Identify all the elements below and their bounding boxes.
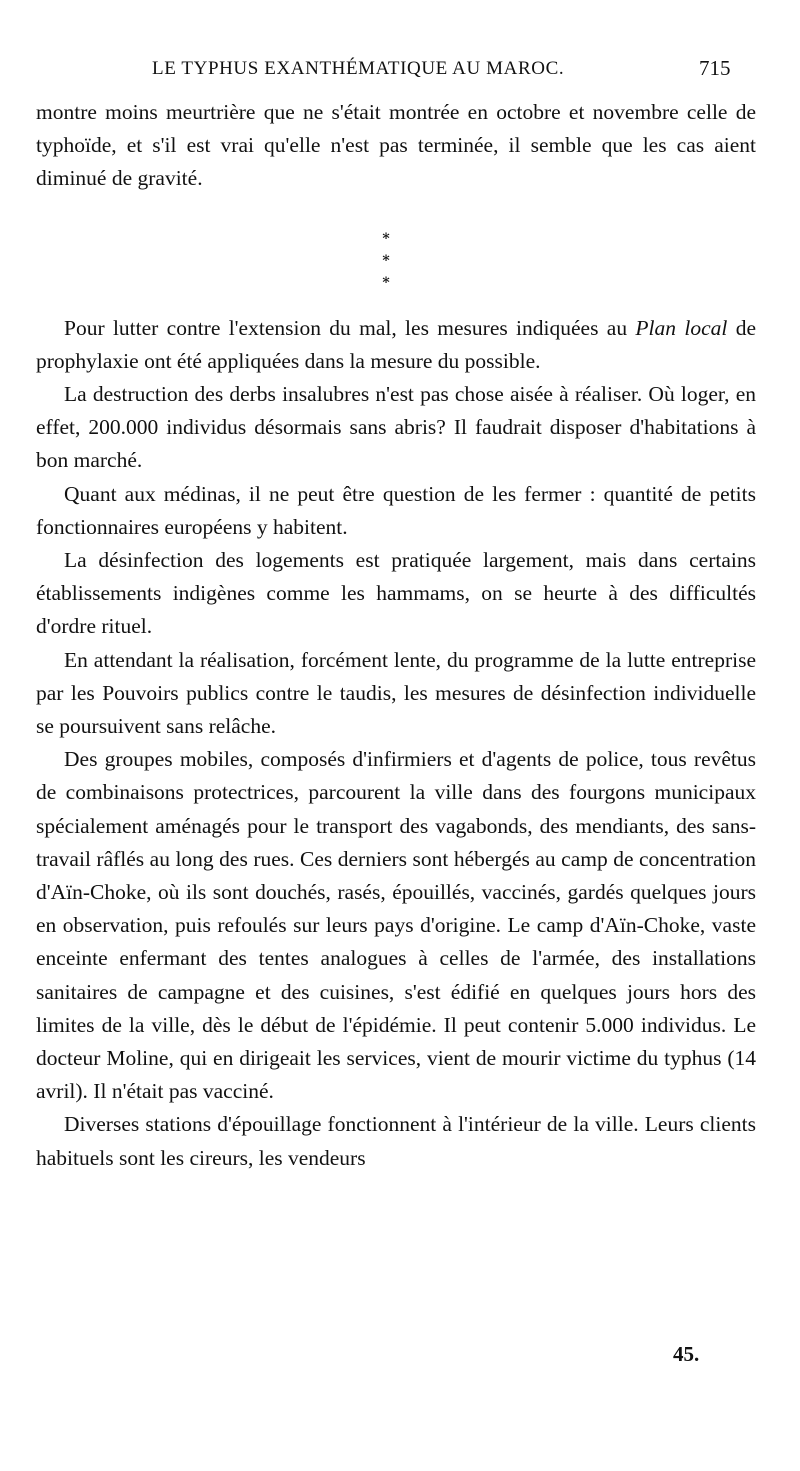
paragraph: La désinfection des logements est pratiquée largement, mais dans certains établissements indigènes comme les hammams, on se heurte à des difficultés d'ordre rituel. [36, 548, 756, 639]
paragraph: montre moins meurtrière que ne s'était montrée en octobre et novembre celle de typhoïde, et s'il est vrai qu'elle n'est pas terminée, il semble que les cas aient diminué de gravité. [36, 100, 756, 191]
paragraph: Des groupes mobiles, composés d'infirmiers et d'agents de police, tous revêtus de combinaisons protectrices, parcourent la ville dans des fourgons municipaux spécialement aménagés pour le transport des vagabonds, des mendiants, des sans-travail râflés au long des rues. Ces derniers sont hébergés au camp de concentration d'Aïn-Choke, où ils sont douchés, rasés, épouillés, vaccinés, gardés quelques jours en observation, puis refoulés sur leurs pays d'origine. Le camp d'Aïn-Choke, vaste enceinte enfermant des tentes analogues à celles de l'armée, des installations sanitaires de campagne et des cuisines, s'est édifié en quelques jours hors des limites de la ville, dès le début de l'épidémie. Il peut contenir 5.000 individus. Le docteur Moline, qui en dirigeait les services, vient de mourir victime du typhus (14 avril). Il n'était pas vacciné. [36, 747, 756, 1104]
printer-signature-mark: 45. [673, 1342, 700, 1366]
body-text [36, 96, 756, 1175]
running-title: LE TYPHUS EXANTHÉMATIQUE AU MAROC. [152, 58, 565, 79]
paragraph: La destruction des derbs insalubres n'est pas chose aisée à réaliser. Où loger, en effet, 200.000 individus désormais sans abris? Il faudrait disposer d'habitations à bon marché. [36, 382, 756, 473]
paragraph: Diverses stations d'épouillage fonctionnent à l'intérieur de la ville. Leurs clients habituels sont les cireurs, les vendeurs [36, 1112, 756, 1170]
paragraph [36, 312, 756, 378]
paragraph-text: Pour lutter contre l'extension du mal, les mesures indiquées au [64, 315, 636, 340]
paragraph: En attendant la réalisation, forcément lente, du programme de la lutte entreprise par les Pouvoirs publics contre le taudis, les mesures de désinfection individuelle se poursuivent sans relâche. [36, 647, 756, 739]
page-number: 715 [699, 56, 731, 80]
italic-term: Plan local [635, 315, 728, 340]
paragraph-text: de prophylaxie ont été appliquées dans la mesure du possible. [36, 315, 756, 373]
paragraph: Quant aux médinas, il ne peut être question de les fermer : quantité de petits fonctionnaires européens y habitent. [36, 481, 756, 539]
asterism-bottom: * * [382, 253, 398, 291]
asterism-top: * [382, 231, 390, 247]
